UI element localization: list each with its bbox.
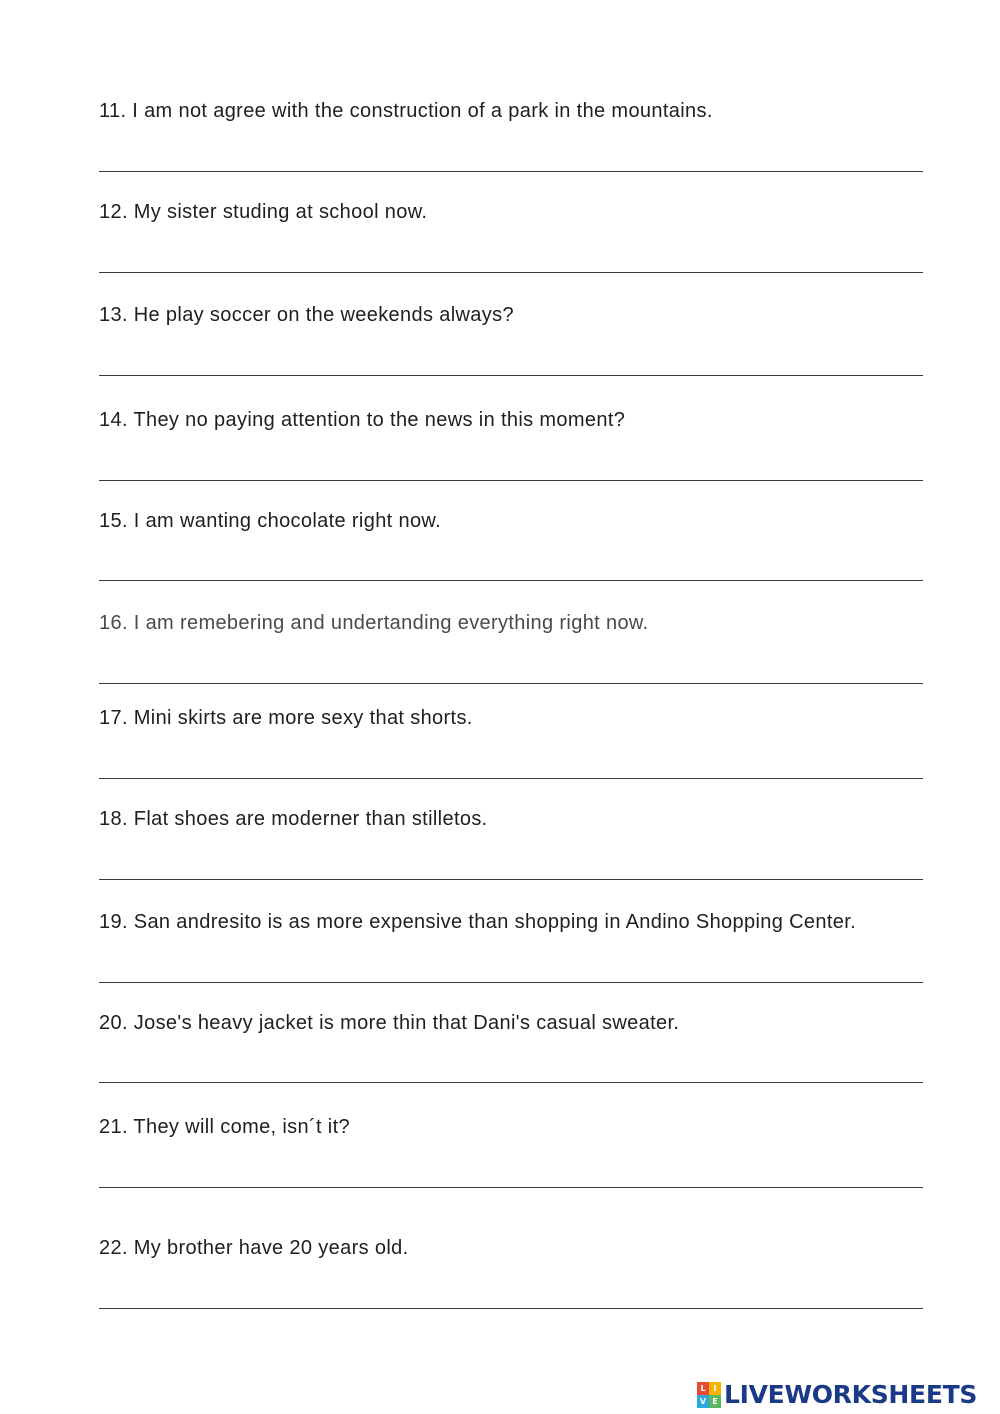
liveworksheets-brand [697, 1380, 977, 1410]
logo-letter-l: L [697, 1382, 709, 1395]
logo-letter-i: I [709, 1382, 721, 1395]
answer-line-14[interactable] [99, 480, 923, 481]
answer-line-22[interactable] [99, 1308, 923, 1309]
question-12: 12. My sister studing at school now. [99, 201, 428, 223]
answer-line-17[interactable] [99, 778, 923, 779]
question-21: 21. They will come, isn´t it? [99, 1116, 350, 1138]
question-22: 22. My brother have 20 years old. [99, 1237, 409, 1259]
answer-line-13[interactable] [99, 375, 923, 376]
question-18: 18. Flat shoes are moderner than stilletos. [99, 808, 488, 830]
brand-name: LIVEWORKSHEETS [724, 1380, 978, 1409]
question-20: 20. Jose's heavy jacket is more thin that Dani's casual sweater. [99, 1012, 680, 1034]
answer-line-12[interactable] [99, 272, 923, 273]
question-11: 11. I am not agree with the construction of a park in the mountains. [99, 100, 713, 122]
answer-line-15[interactable] [99, 580, 923, 581]
answer-line-16[interactable] [99, 683, 923, 684]
logo-letter-v: V [697, 1395, 709, 1408]
answer-line-19[interactable] [99, 982, 923, 983]
answer-line-20[interactable] [99, 1082, 923, 1083]
liveworksheets-logo-icon [697, 1382, 721, 1408]
answer-line-21[interactable] [99, 1187, 923, 1188]
answer-line-18[interactable] [99, 879, 923, 880]
question-19: 19. San andresito is as more expensive than shopping in Andino Shopping Center. [99, 911, 857, 933]
answer-line-11[interactable] [99, 171, 923, 172]
question-15: 15. I am wanting chocolate right now. [99, 510, 442, 532]
question-16: 16. I am remebering and undertanding everything right now. [99, 612, 649, 634]
question-14: 14. They no paying attention to the news in this moment? [99, 409, 626, 431]
logo-letter-e: E [709, 1395, 721, 1408]
question-13: 13. He play soccer on the weekends always? [99, 304, 514, 326]
question-17: 17. Mini skirts are more sexy that shorts. [99, 707, 473, 729]
